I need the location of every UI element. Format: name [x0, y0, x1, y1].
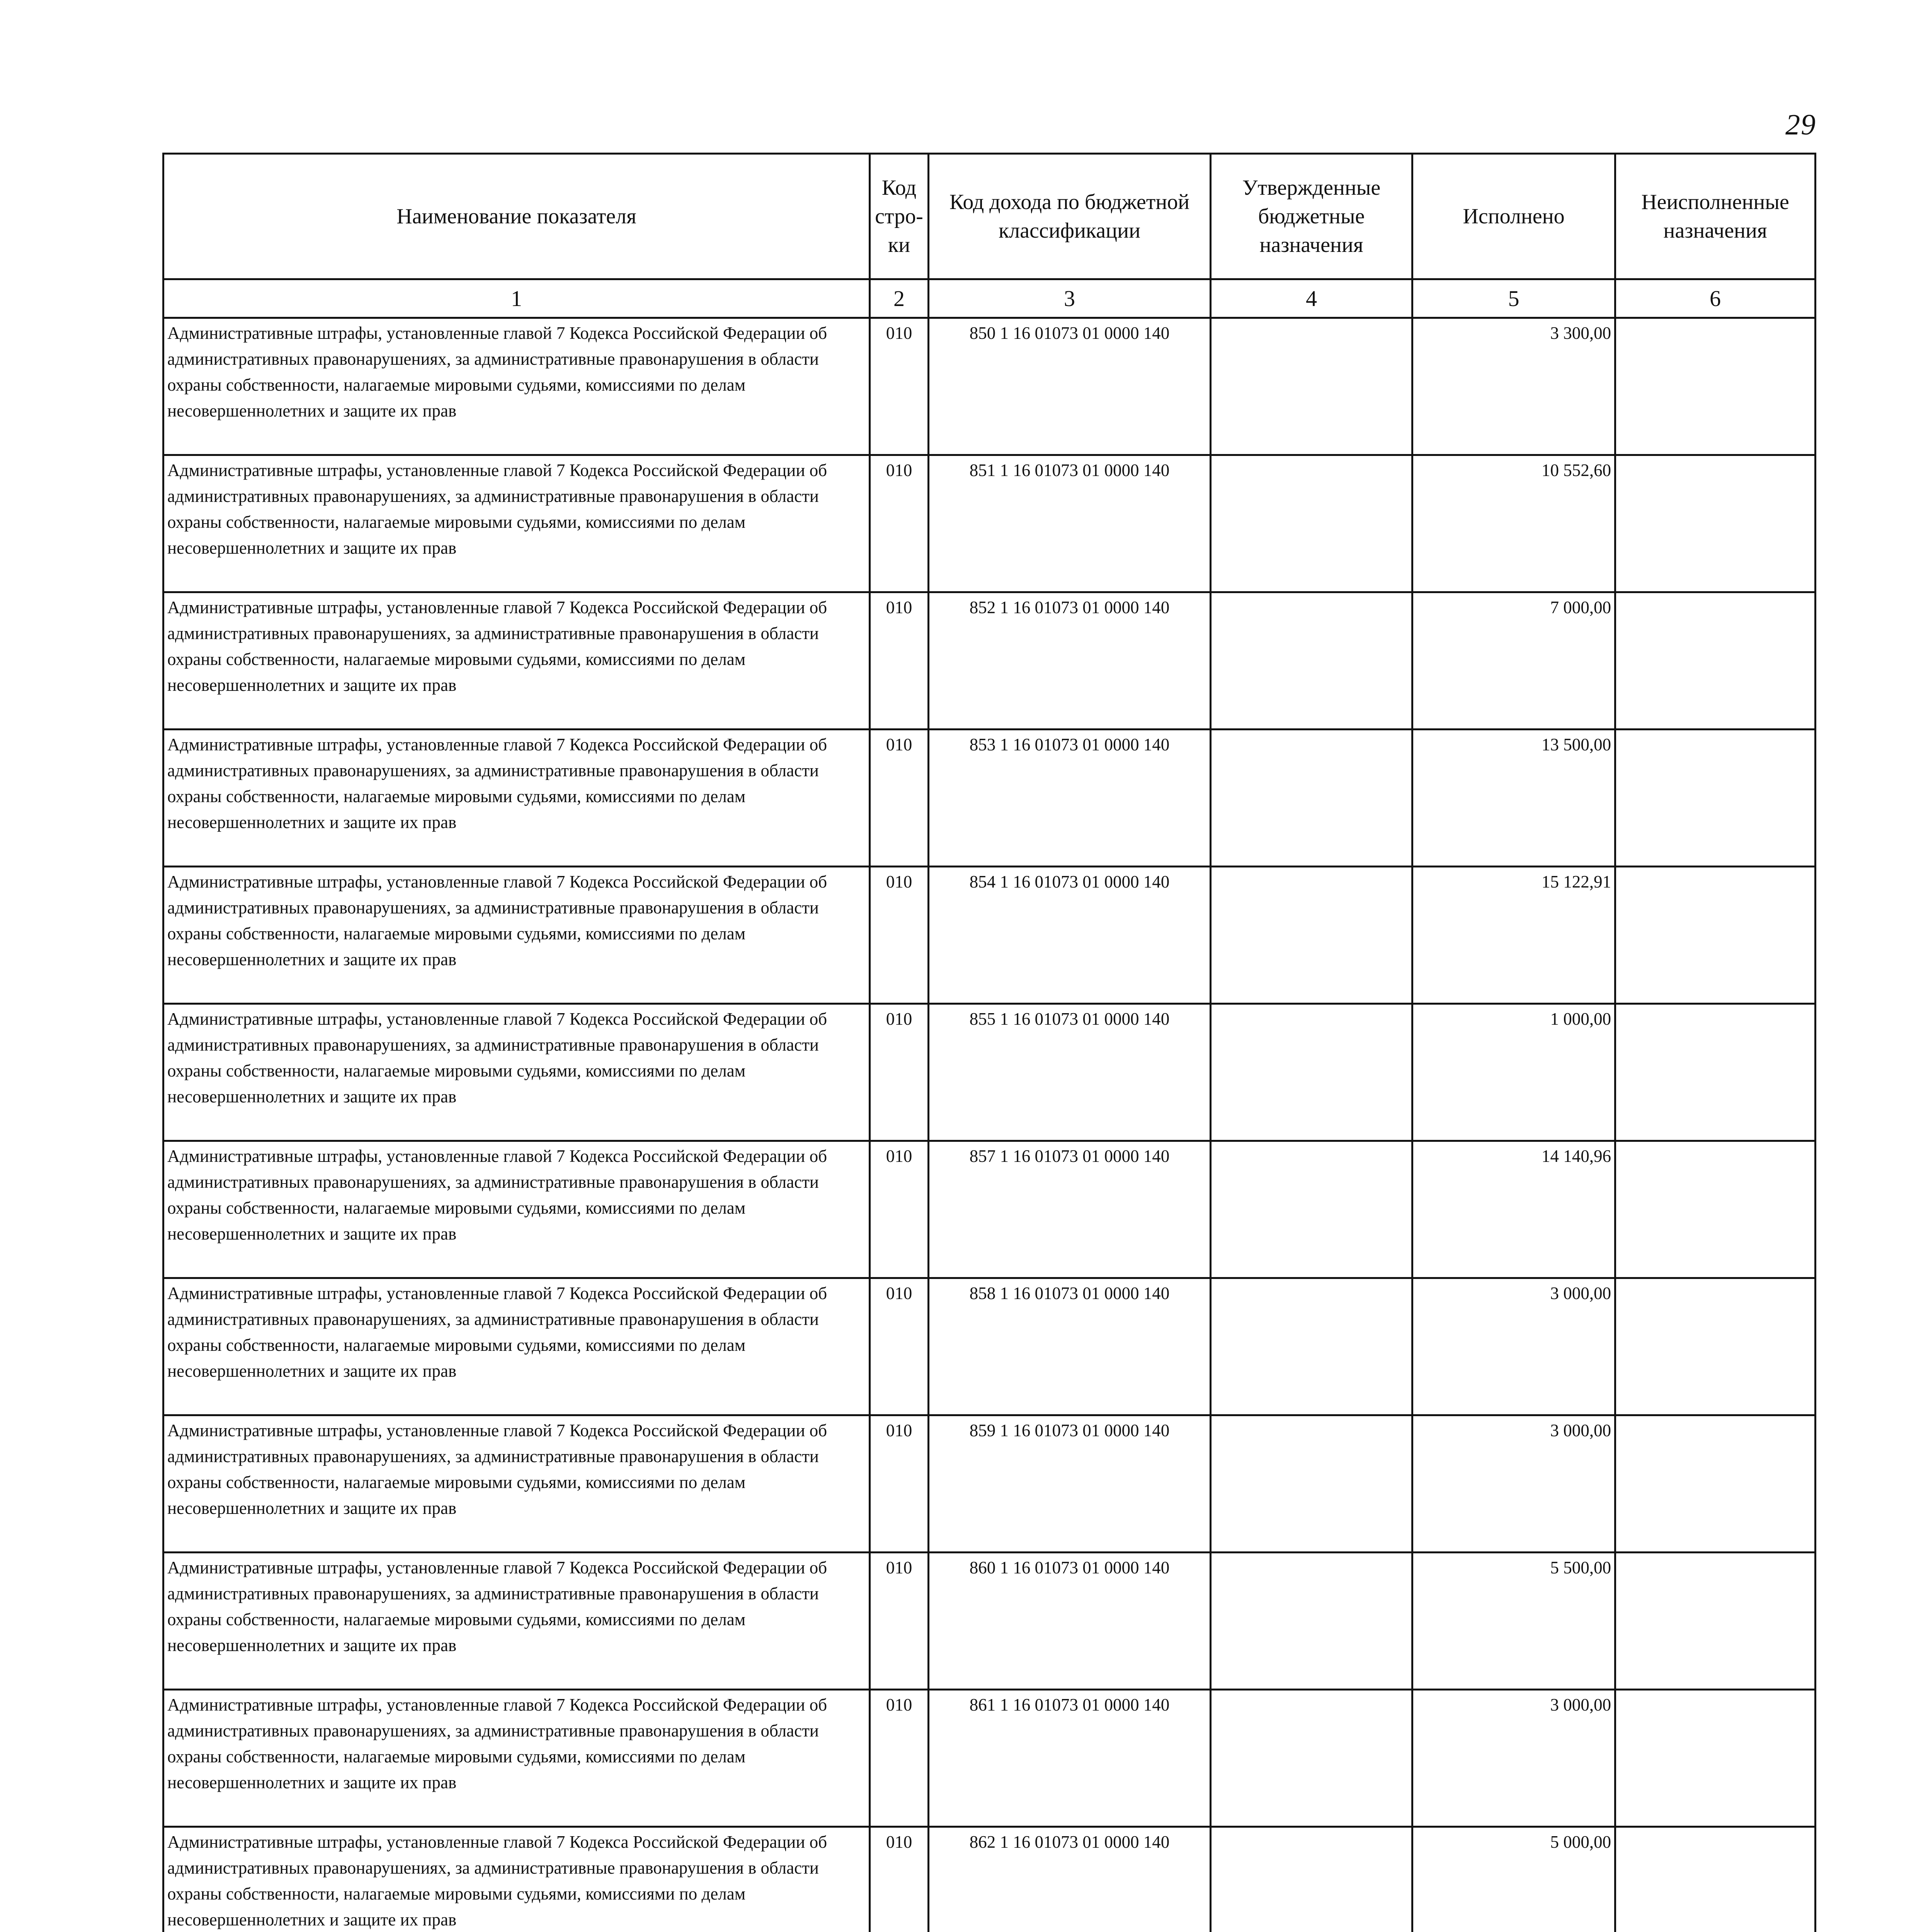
- indicator-name-cell: Административные штрафы, установленные главой 7 Кодекса Российской Федерации об административных правонарушениях, за административные правонарушения в области охраны собственности, налагаемые мировыми судьями, комиссиями по делам несовершеннолетних и защите их прав: [163, 1004, 870, 1141]
- approved-cell: [1211, 1827, 1412, 1932]
- executed-cell: 7 000,00: [1412, 592, 1615, 730]
- income-code-cell: 859 1 16 01073 01 0000 140: [929, 1415, 1211, 1553]
- executed-cell: 3 000,00: [1412, 1278, 1615, 1415]
- table-body: [163, 318, 1816, 1932]
- line-code-cell: 010: [870, 455, 929, 592]
- table-row: [163, 1278, 1816, 1415]
- header-line-code: Код стро-ки: [870, 154, 929, 279]
- table-row: [163, 1690, 1816, 1827]
- approved-cell: [1211, 1278, 1412, 1415]
- table-row: [163, 1004, 1816, 1141]
- executed-cell: 15 122,91: [1412, 867, 1615, 1004]
- header-executed: Исполнено: [1412, 154, 1615, 279]
- approved-cell: [1211, 1415, 1412, 1553]
- executed-cell: 10 552,60: [1412, 455, 1615, 592]
- line-code-cell: 010: [870, 1141, 929, 1278]
- indicator-name-cell: Административные штрафы, установленные главой 7 Кодекса Российской Федерации об административных правонарушениях, за административные правонарушения в области охраны собственности, налагаемые мировыми судьями, комиссиями по делам несовершеннолетних и защите их прав: [163, 1690, 870, 1827]
- table-row: [163, 1415, 1816, 1553]
- unfulfilled-cell: [1615, 592, 1816, 730]
- income-code-cell: 862 1 16 01073 01 0000 140: [929, 1827, 1211, 1932]
- income-code-cell: 855 1 16 01073 01 0000 140: [929, 1004, 1211, 1141]
- table-header: [163, 154, 1816, 318]
- approved-cell: [1211, 592, 1412, 730]
- table-row: [163, 592, 1816, 730]
- column-number-row: [163, 279, 1816, 318]
- executed-cell: 3 000,00: [1412, 1690, 1615, 1827]
- page-number: 29: [1785, 109, 1816, 141]
- table-row: [163, 867, 1816, 1004]
- indicator-name-cell: Административные штрафы, установленные главой 7 Кодекса Российской Федерации об административных правонарушениях, за административные правонарушения в области охраны собственности, налагаемые мировыми судьями, комиссиями по делам несовершеннолетних и защите их прав: [163, 592, 870, 730]
- header-approved: Утвержденные бюджетные назначения: [1211, 154, 1412, 279]
- approved-cell: [1211, 730, 1412, 867]
- income-code-cell: 861 1 16 01073 01 0000 140: [929, 1690, 1211, 1827]
- indicator-name-cell: Административные штрафы, установленные главой 7 Кодекса Российской Федерации об административных правонарушениях, за административные правонарушения в области охраны собственности, налагаемые мировыми судьями, комиссиями по делам несовершеннолетних и защите их прав: [163, 1553, 870, 1690]
- income-code-cell: 854 1 16 01073 01 0000 140: [929, 867, 1211, 1004]
- unfulfilled-cell: [1615, 1827, 1816, 1932]
- column-number: 4: [1211, 279, 1412, 318]
- line-code-cell: 010: [870, 1827, 929, 1932]
- income-code-cell: 860 1 16 01073 01 0000 140: [929, 1553, 1211, 1690]
- column-number: 3: [929, 279, 1211, 318]
- unfulfilled-cell: [1615, 1141, 1816, 1278]
- column-number: 1: [163, 279, 870, 318]
- column-number: 5: [1412, 279, 1615, 318]
- budget-execution-table: [162, 153, 1816, 1932]
- income-code-cell: 851 1 16 01073 01 0000 140: [929, 455, 1211, 592]
- approved-cell: [1211, 1004, 1412, 1141]
- unfulfilled-cell: [1615, 1690, 1816, 1827]
- line-code-cell: 010: [870, 1278, 929, 1415]
- executed-cell: 1 000,00: [1412, 1004, 1615, 1141]
- table-row: [163, 318, 1816, 455]
- approved-cell: [1211, 1553, 1412, 1690]
- income-code-cell: 853 1 16 01073 01 0000 140: [929, 730, 1211, 867]
- indicator-name-cell: Административные штрафы, установленные главой 7 Кодекса Российской Федерации об административных правонарушениях, за административные правонарушения в области охраны собственности, налагаемые мировыми судьями, комиссиями по делам несовершеннолетних и защите их прав: [163, 318, 870, 455]
- line-code-cell: 010: [870, 592, 929, 730]
- approved-cell: [1211, 455, 1412, 592]
- indicator-name-cell: Административные штрафы, установленные главой 7 Кодекса Российской Федерации об административных правонарушениях, за административные правонарушения в области охраны собственности, налагаемые мировыми судьями, комиссиями по делам несовершеннолетних и защите их прав: [163, 455, 870, 592]
- column-number: 2: [870, 279, 929, 318]
- approved-cell: [1211, 318, 1412, 455]
- header-indicator-name: Наименование показателя: [163, 154, 870, 279]
- table-row: [163, 1827, 1816, 1932]
- line-code-cell: 010: [870, 1004, 929, 1141]
- executed-cell: 3 300,00: [1412, 318, 1615, 455]
- indicator-name-cell: Административные штрафы, установленные главой 7 Кодекса Российской Федерации об административных правонарушениях, за административные правонарушения в области охраны собственности, налагаемые мировыми судьями, комиссиями по делам несовершеннолетних и защите их прав: [163, 867, 870, 1004]
- header-row: [163, 154, 1816, 279]
- unfulfilled-cell: [1615, 730, 1816, 867]
- column-number: 6: [1615, 279, 1816, 318]
- unfulfilled-cell: [1615, 1553, 1816, 1690]
- indicator-name-cell: Административные штрафы, установленные главой 7 Кодекса Российской Федерации об административных правонарушениях, за административные правонарушения в области охраны собственности, налагаемые мировыми судьями, комиссиями по делам несовершеннолетних и защите их прав: [163, 1141, 870, 1278]
- executed-cell: 14 140,96: [1412, 1141, 1615, 1278]
- line-code-cell: 010: [870, 1415, 929, 1553]
- executed-cell: 5 500,00: [1412, 1553, 1615, 1690]
- table-row: [163, 1141, 1816, 1278]
- table-row: [163, 455, 1816, 592]
- unfulfilled-cell: [1615, 867, 1816, 1004]
- indicator-name-cell: Административные штрафы, установленные главой 7 Кодекса Российской Федерации об административных правонарушениях, за административные правонарушения в области охраны собственности, налагаемые мировыми судьями, комиссиями по делам несовершеннолетних и защите их прав: [163, 1278, 870, 1415]
- line-code-cell: 010: [870, 1553, 929, 1690]
- income-code-cell: 858 1 16 01073 01 0000 140: [929, 1278, 1211, 1415]
- approved-cell: [1211, 867, 1412, 1004]
- approved-cell: [1211, 1141, 1412, 1278]
- header-unfulfilled: Неисполненные назначения: [1615, 154, 1816, 279]
- line-code-cell: 010: [870, 867, 929, 1004]
- table-row: [163, 730, 1816, 867]
- unfulfilled-cell: [1615, 1278, 1816, 1415]
- unfulfilled-cell: [1615, 318, 1816, 455]
- unfulfilled-cell: [1615, 1415, 1816, 1553]
- executed-cell: 3 000,00: [1412, 1415, 1615, 1553]
- table-row: [163, 1553, 1816, 1690]
- income-code-cell: 857 1 16 01073 01 0000 140: [929, 1141, 1211, 1278]
- indicator-name-cell: Административные штрафы, установленные главой 7 Кодекса Российской Федерации об административных правонарушениях, за административные правонарушения в области охраны собственности, налагаемые мировыми судьями, комиссиями по делам несовершеннолетних и защите их прав: [163, 1827, 870, 1932]
- income-code-cell: 852 1 16 01073 01 0000 140: [929, 592, 1211, 730]
- unfulfilled-cell: [1615, 1004, 1816, 1141]
- line-code-cell: 010: [870, 730, 929, 867]
- unfulfilled-cell: [1615, 455, 1816, 592]
- executed-cell: 13 500,00: [1412, 730, 1615, 867]
- indicator-name-cell: Административные штрафы, установленные главой 7 Кодекса Российской Федерации об административных правонарушениях, за административные правонарушения в области охраны собственности, налагаемые мировыми судьями, комиссиями по делам несовершеннолетних и защите их прав: [163, 1415, 870, 1553]
- header-income-code: Код дохода по бюджетной классификации: [929, 154, 1211, 279]
- income-code-cell: 850 1 16 01073 01 0000 140: [929, 318, 1211, 455]
- indicator-name-cell: Административные штрафы, установленные главой 7 Кодекса Российской Федерации об административных правонарушениях, за административные правонарушения в области охраны собственности, налагаемые мировыми судьями, комиссиями по делам несовершеннолетних и защите их прав: [163, 730, 870, 867]
- approved-cell: [1211, 1690, 1412, 1827]
- executed-cell: 5 000,00: [1412, 1827, 1615, 1932]
- line-code-cell: 010: [870, 318, 929, 455]
- line-code-cell: 010: [870, 1690, 929, 1827]
